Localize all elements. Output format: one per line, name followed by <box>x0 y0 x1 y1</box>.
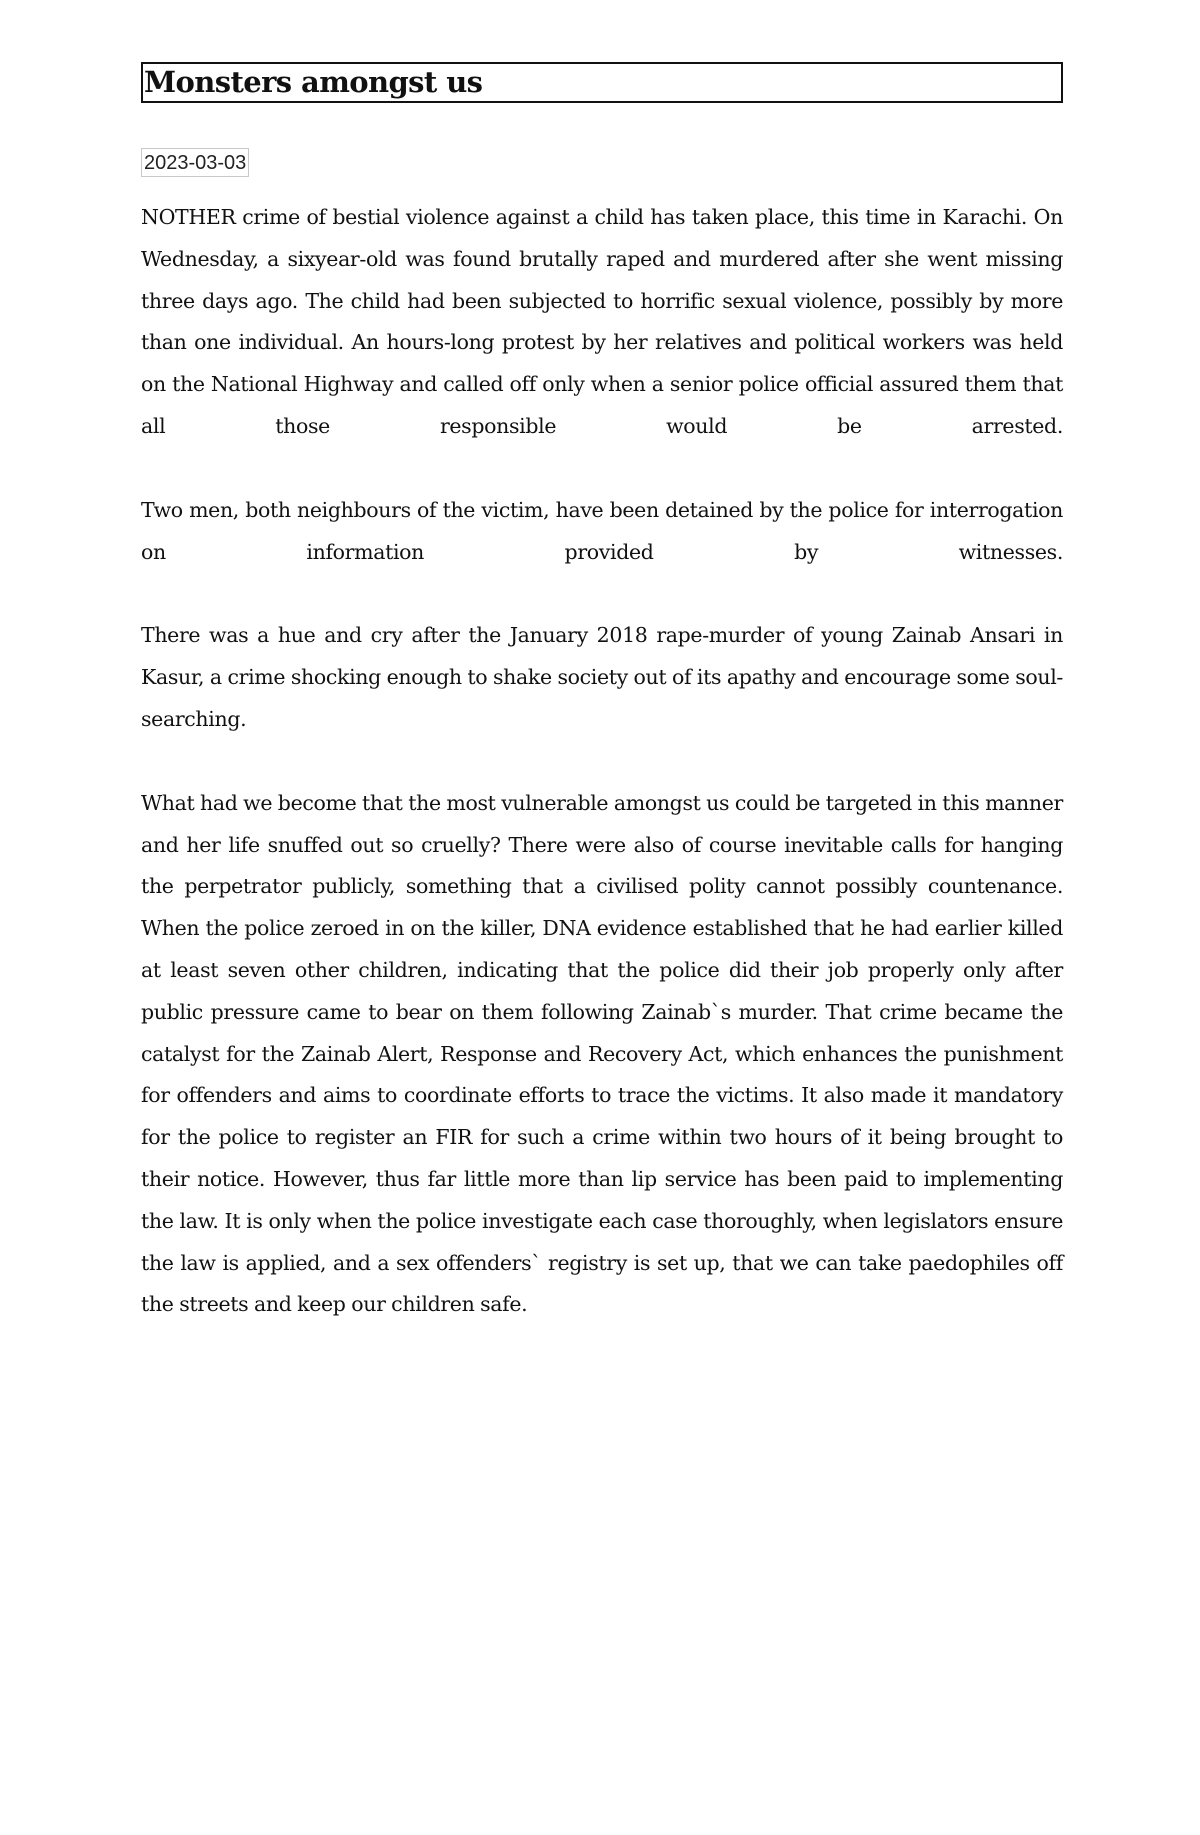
article-body <box>141 197 1063 1326</box>
article <box>141 62 1063 1368</box>
paragraph-2: Two men, both neighbours of the victim, have been detained by the police for interrogation on information provided by witnesses. <box>141 497 1063 564</box>
paragraph-1: NOTHER crime of bestial violence against a child has taken place, this time in Karachi. On Wednesday, a sixyear-old was found brutally raped and murdered after she went missing three days ago. The child had been subjected to horrific sexual violence, possibly by more than one individual. An hours-long protest by her relatives and political workers was held on the National Highway and called off only when a senior police official assured them that all those responsible would be arrested. <box>141 205 1063 438</box>
article-date: 2023-03-03 <box>141 148 249 177</box>
paragraph-3: There was a hue and cry after the January 2018 rape-murder of young Zainab Ansari in Kasur, a crime shocking enough to shake society out of its apathy and encourage some soul-searching. <box>141 623 1063 731</box>
paragraph-4: What had we become that the most vulnerable amongst us could be targeted in this manner and her life snuffed out so cruelly? There were also of course inevitable calls for hanging the perpetrator publicly, something that a civilised polity cannot possibly countenance. When the police zeroed in on the killer, DNA evidence established that he had earlier killed at least seven other children, indicating that the police did their job properly only after public pressure came to bear on them following Zainab`s murder. That crime became the catalyst for the Zainab Alert, Response and Recovery Act, which enhances the punishment for offenders and aims to coordinate efforts to trace the victims. It also made it mandatory for the police to register an FIR for such a crime within two hours of it being brought to their notice. However, thus far little more than lip service has been paid to implementing the law. It is only when the police investigate each case thoroughly, when legislators ensure the law is applied, and a sex offenders` registry is set up, that we can take paedophiles off the streets and keep our children safe. <box>141 790 1063 1317</box>
article-title: Monsters amongst us <box>141 62 1063 103</box>
